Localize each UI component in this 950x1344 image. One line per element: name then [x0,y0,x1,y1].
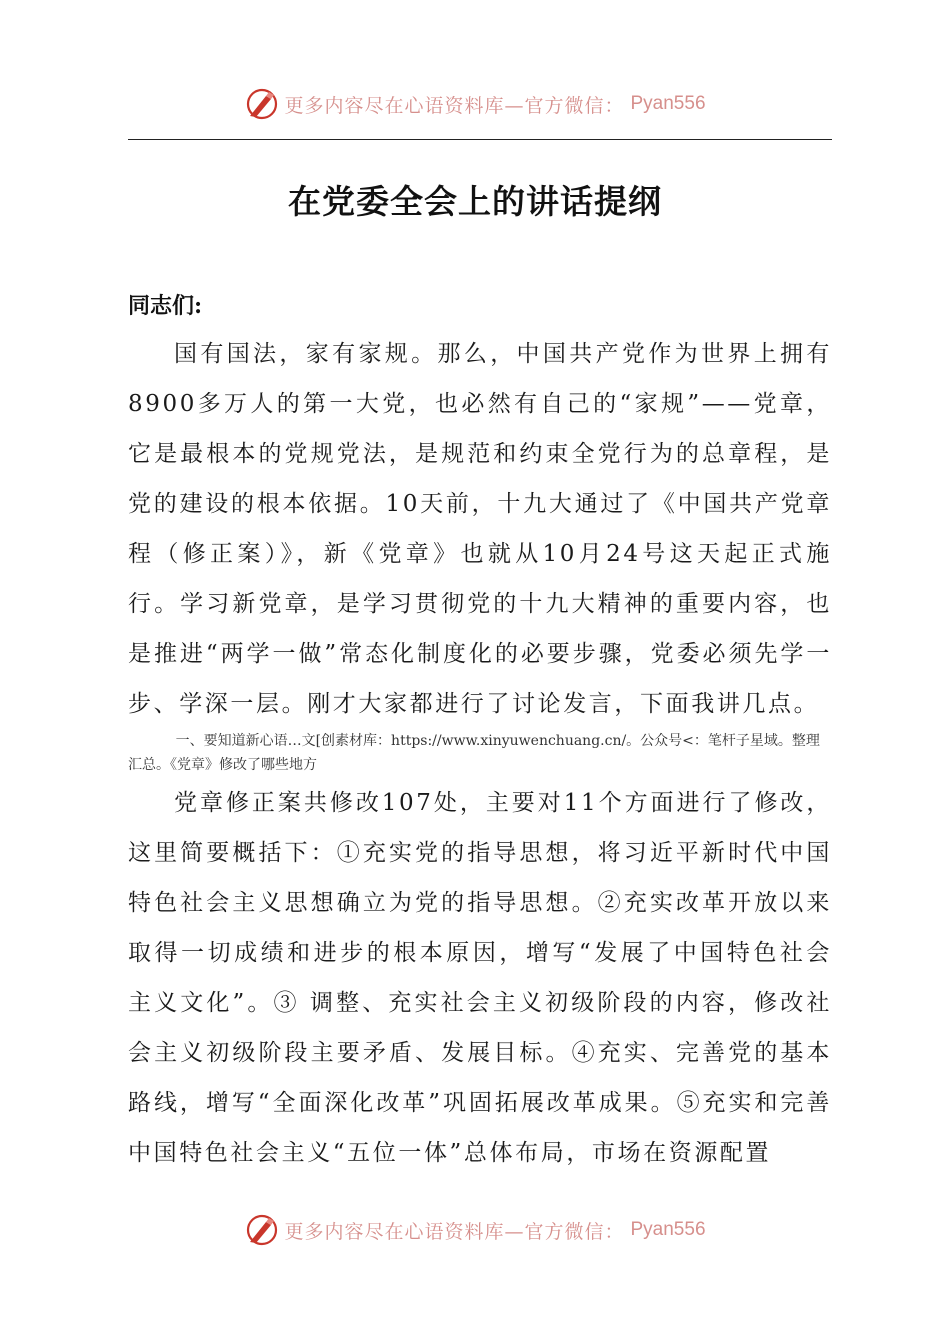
document-title: 在党委全会上的讲话提纲 [288,182,662,221]
banner-text: 更多内容尽在心语资料库—官方微信： [284,1220,625,1243]
salutation: 同志们: [128,293,203,319]
header-divider [128,139,832,140]
section-note-text: 一、要知道新心语…文[创素材库：https://www.xinyuwenchuang.cn/。公众号<：笔杆子星域。整理汇总。《党章》修改了哪些地方 [128,733,820,773]
pen-logo-icon [244,1212,280,1248]
banner-wechat-id: Pyan556 [630,1219,706,1240]
header-watermark-banner [0,82,950,126]
banner-wechat-id: Pyan556 [630,93,706,114]
pen-logo-icon [244,86,280,122]
paragraph-amendments: 党章修正案共修改107处，主要对11个方面进行了修改，这里简要概括下：①充实党的指导思想，将习近平新时代中国特色社会主义思想确立为党的指导思想。②充实改革开放以来取得一切成绩和进步的根本原因，增写“发展了中国特色社会主义文化”。③ 调整、充实社会主义初级阶段的内容，修改社会主义初级阶段主要矛盾、发展目标。④充实、完善党的基本路线，增写“全面深化改革”巩固拓展改革成果。⑤充实和完善中国特色社会主义“五位一体”总体布局，市场在资源配置 [128,790,832,1166]
footer-watermark-banner [0,1208,950,1252]
banner-text: 更多内容尽在心语资料库—官方微信： [284,94,625,117]
paragraph-intro: 国有国法，家有家规。那么，中国共产党作为世界上拥有8900多万人的第一大党，也必然有自己的“家规”——党章，它是最根本的党规党法，是规范和约束全党行为的总章程，是党的建设的根本依据。10天前，十九大通过了《中国共产党章程（修正案）》，新《党章》也就从10月24号这天起正式施行。学习新党章，是学习贯彻党的十九大精神的重要内容，也是推进“两学一做”常态化制度化的必要步骤，党委必须先学一步、学深一层。刚才大家都进行了讨论发言，下面我讲几点。 [128,341,832,717]
section-heading-note [128,729,832,777]
